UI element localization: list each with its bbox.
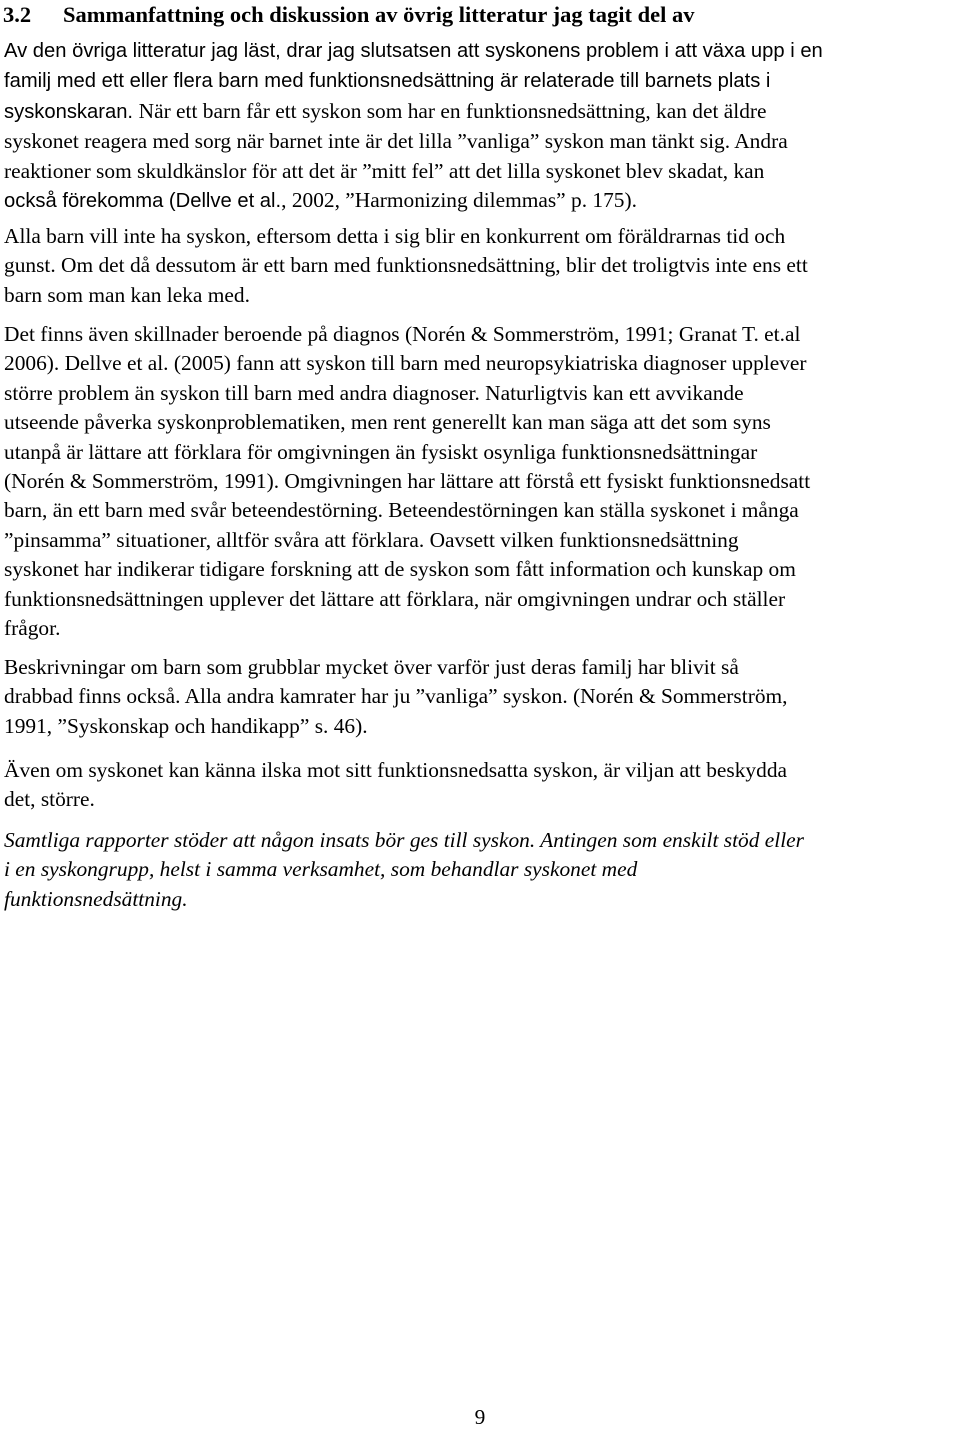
text-segment: utanpå är lättare att förklara för omgivningen än fysiskt osynliga funktionsnedsättningar: [4, 439, 758, 464]
section-title: Sammanfattning och diskussion av övrig litteratur jag tagit del av: [63, 2, 695, 27]
text-line: [4, 281, 956, 310]
text-segment: syskonet reagera med sorg när barnet inte är det lilla ”vanliga” syskon man tänkt sig. Andra: [4, 129, 788, 154]
text-line: [4, 614, 956, 643]
text-line: [4, 186, 956, 216]
text-segment: det, större.: [4, 787, 95, 812]
text-line: [4, 885, 956, 914]
text-segment: Det finns även skillnader beroende på diagnos (Norén & Sommerström, 1991; Granat T. et.al: [4, 322, 801, 346]
text-segment: familj med ett eller flera barn med funktionsnedsättning är relaterade till barnets plats i: [4, 70, 771, 93]
paragraph-diagnosis-differences: [4, 320, 956, 643]
paragraph-protect: [4, 756, 956, 815]
text-line: [4, 66, 956, 96]
paragraph-brooding: [4, 653, 956, 741]
section-heading: [3, 1, 953, 29]
text-line: [4, 97, 956, 127]
text-line: [4, 585, 956, 614]
text-segment: 2006). Dellve et al. (2005) fann att syskon till barn med neuropsykiatriska diagnoser upplever: [4, 351, 807, 376]
page-number: 9: [474, 1405, 486, 1429]
text-segment: , 2002, ”Harmonizing dilemmas” p. 175).: [281, 188, 637, 213]
text-segment: funktionsnedsättningen upplever det lättare att förklara, när omgivningen undrar och ställer: [4, 586, 786, 611]
text-segment: (Norén & Sommerström, 1991). Omgivningen har lättare att förstå ett fysiskt funktionsnedsatt: [4, 469, 811, 494]
paragraph-conclusion: [4, 826, 956, 914]
text-segment: utseende påverka syskonproblematiken, men rent generellt kan man säga att det som syns: [4, 410, 771, 435]
text-segment: ”pinsamma” situationer, alltför svåra att förklara. Oavsett vilken funktionsnedsättning: [4, 527, 739, 552]
text-line: [4, 526, 956, 555]
paragraph-competition: [4, 222, 956, 310]
text-line: [4, 127, 956, 156]
text-line: [4, 555, 956, 584]
text-segment: Samtliga rapporter stöder att någon insats bör ges till syskon. Antingen som enskilt stöd eller: [4, 828, 804, 852]
text-segment: drabbad finns också. Alla andra kamrater har ju ”vanliga” syskon. (Norén & Sommerström,: [4, 684, 788, 709]
text-line: [4, 785, 956, 814]
text-segment: funktionsnedsättning.: [4, 886, 188, 911]
text-line: [4, 467, 956, 496]
text-line: [4, 408, 956, 437]
text-line: [4, 222, 956, 251]
text-segment: Beskrivningar om barn som grubblar mycket över varför just deras familj har blivit så: [4, 655, 739, 679]
text-line: [4, 36, 956, 66]
text-segment: frågor.: [4, 616, 61, 641]
text-line: [4, 826, 956, 855]
text-line: [4, 712, 956, 741]
text-segment: gunst. Om det då dessutom är ett barn med funktionsnedsättning, blir det troligtvis inte ens ett: [4, 253, 808, 278]
text-segment: större problem än syskon till barn med andra diagnoser. Naturligtvis kan ett avvikande: [4, 380, 744, 405]
text-line: [4, 438, 956, 467]
text-segment: reaktioner som skuldkänslor för att det är ”mitt fel” att det lilla syskonet blev skadat, kan: [4, 158, 765, 183]
text-line: [4, 157, 956, 186]
text-segment: också förekomma (Dellve et al.: [4, 190, 282, 213]
text-line: [4, 855, 956, 884]
text-line: [4, 682, 956, 711]
text-line: [4, 756, 956, 785]
text-segment: i en syskongrupp, helst i samma verksamhet, som behandlar syskonet med: [4, 857, 638, 882]
text-line: [4, 251, 956, 280]
text-segment: Alla barn vill inte ha syskon, eftersom detta i sig blir en konkurrent om föräldrarnas tid och: [4, 224, 786, 248]
text-line: [4, 653, 956, 682]
text-segment: syskonskaran.: [4, 100, 139, 123]
text-line: [4, 496, 956, 525]
text-segment: barn som man kan leka med.: [4, 282, 250, 307]
section-number: 3.2: [3, 2, 32, 27]
paragraph-sibling-problems: [4, 36, 956, 216]
text-line: [4, 379, 956, 408]
text-segment: Av den övriga litteratur jag läst, drar jag slutsatsen att syskonens problem i att växa upp i en: [4, 40, 823, 62]
text-line: [4, 349, 956, 378]
text-line: [4, 320, 956, 349]
text-segment: Även om syskonet kan känna ilska mot sitt funktionsnedsatta syskon, är viljan att beskydda: [4, 758, 788, 782]
text-segment: När ett barn får ett syskon som har en funktionsnedsättning, kan det äldre: [138, 98, 767, 123]
text-segment: syskonet har indikerar tidigare forskning att de syskon som fått information och kunskap om: [4, 557, 796, 582]
text-segment: 1991, ”Syskonskap och handikapp” s. 46).: [4, 713, 368, 738]
text-segment: barn, än ett barn med svår beteendestörning. Beteendestörningen kan ställa syskonet i många: [4, 498, 799, 523]
